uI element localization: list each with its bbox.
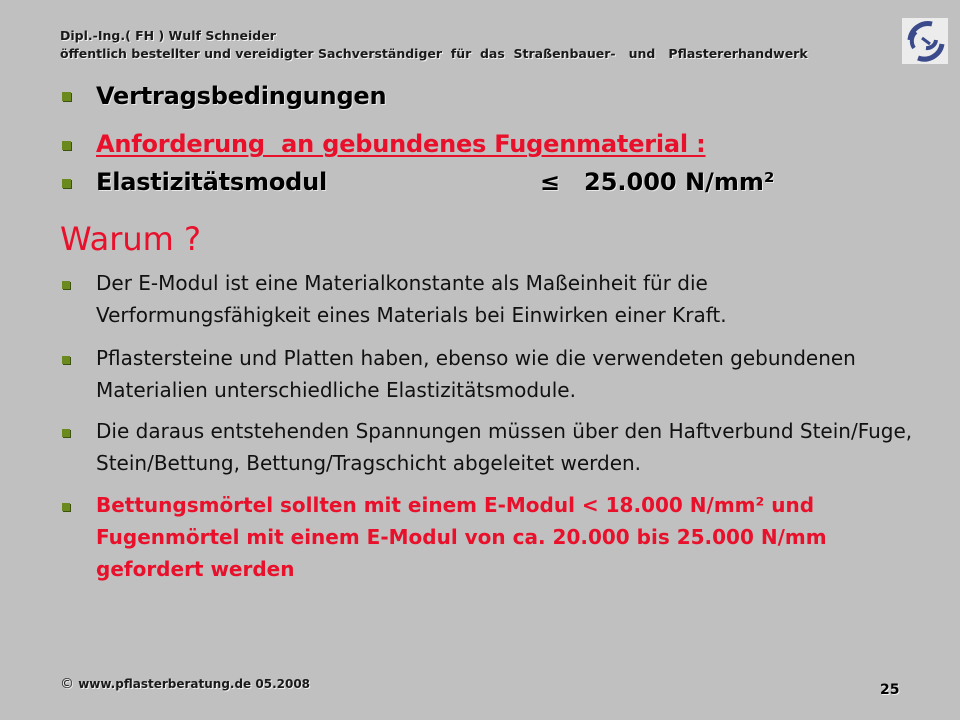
bullet-icon — [62, 503, 70, 511]
author-name: Dipl.-Ing.( FH ) Wulf Schneider — [60, 28, 276, 43]
heading-vertragsbedingungen: Vertragsbedingungen — [96, 82, 387, 110]
bullet-icon — [62, 92, 71, 101]
company-logo-icon — [902, 18, 948, 64]
warum-heading: Warum ? — [60, 220, 201, 258]
bullet-icon — [62, 141, 71, 150]
bullet-icon — [62, 429, 70, 437]
page-number: 25 — [880, 682, 900, 698]
bullet-icon — [62, 356, 70, 364]
author-title: öffentlich bestellter und vereidigter Sachverständiger für das Straßenbauer- und Pflastererhandwerk — [60, 46, 808, 61]
bullet-icon — [62, 281, 70, 289]
heading-anforderung: Anforderung an gebundenes Fugenmaterial : — [96, 130, 706, 158]
footer-website: www.pflasterberatung.de 05.2008 — [78, 677, 311, 691]
paragraph-spannungen: Die daraus entstehenden Spannungen müssen über den Haftverbund Stein/Fuge, Stein/Bettung, Bettung/Tragschicht abgeleitet werden. — [96, 419, 913, 475]
paragraph-pflastersteine: Pflastersteine und Platten haben, ebenso wie die verwendeten gebundenen Materialien unterschiedliche Elastizitätsmodule. — [96, 346, 856, 402]
bullet-icon — [62, 179, 71, 188]
label-elastizitaetsmodul: Elastizitätsmodul — [96, 168, 328, 196]
copyright-symbol: © — [60, 676, 74, 692]
footer-source — [60, 676, 310, 692]
paragraph-e-modul: Der E-Modul ist eine Materialkonstante als Maßeinheit für die Verformungsfähigkeit eines Materials bei Einwirken einer Kraft. — [96, 271, 727, 327]
paragraph-bettungsmoertel: Bettungsmörtel sollten mit einem E-Modul < 18.000 N/mm² und Fugenmörtel mit einem E-Modul von ca. 20.000 bis 25.000 N/mm gefordert werden — [96, 493, 827, 581]
value-elastizitaetsmodul: 25.000 N/mm² — [584, 168, 775, 196]
less-equal-symbol: ≤ — [540, 168, 561, 196]
